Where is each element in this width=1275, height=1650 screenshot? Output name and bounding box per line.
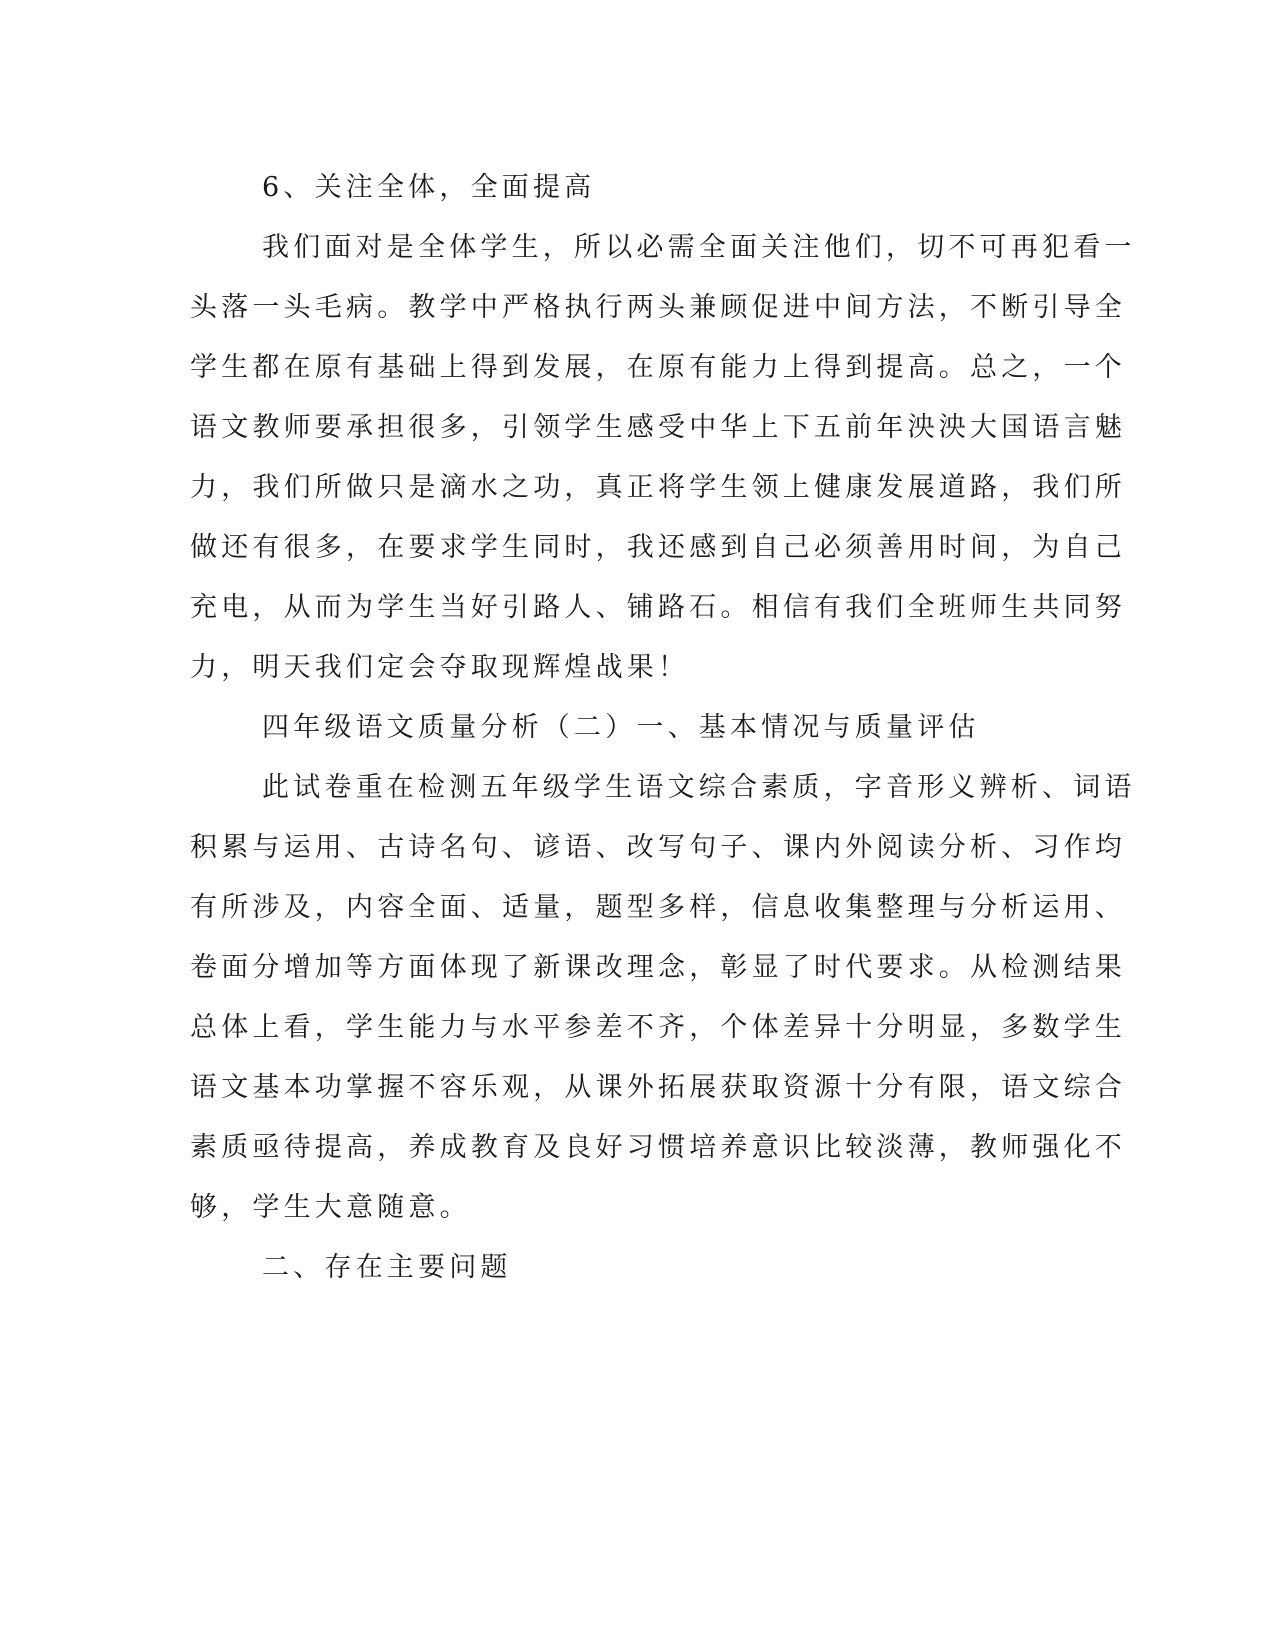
paragraph-line: 卷面分增加等方面体现了新课改理念，彰显了时代要求。从检测结果 [190, 952, 1126, 983]
paragraph-line: 总体上看，学生能力与水平参差不齐，个体差异十分明显，多数学生 [190, 1012, 1126, 1043]
section-heading: 6、关注全体，全面提高 [262, 172, 596, 203]
paragraph-line: 语文教师要承担很多，引领学生感受中华上下五前年泱泱大国语言魅 [190, 412, 1126, 443]
section-subheading: 二、存在主要问题 [262, 1252, 512, 1283]
paragraph-line: 力，明天我们定会夺取现辉煌战果！ [190, 652, 690, 683]
paragraph-line: 积累与运用、古诗名句、谚语、改写句子、课内外阅读分析、习作均 [190, 832, 1126, 863]
paragraph-line: 做还有很多，在要求学生同时，我还感到自己必须善用时间，为自己 [190, 532, 1126, 563]
paragraph-line: 充电，从而为学生当好引路人、铺路石。相信有我们全班师生共同努 [190, 592, 1126, 623]
paragraph-line: 够，学生大意随意。 [190, 1192, 471, 1223]
paragraph-line: 力，我们所做只是滴水之功，真正将学生领上健康发展道路，我们所 [190, 472, 1126, 503]
paragraph-line: 有所涉及，内容全面、适量，题型多样，信息收集整理与分析运用、 [190, 892, 1126, 923]
paragraph-line: 我们面对是全体学生，所以必需全面关注他们，切不可再犯看一 [262, 232, 1136, 263]
paragraph-line: 语文基本功掌握不容乐观，从课外拓展获取资源十分有限，语文综合 [190, 1072, 1126, 1103]
paragraph-line: 学生都在原有基础上得到发展，在原有能力上得到提高。总之，一个 [190, 352, 1126, 383]
paragraph-line: 头落一头毛病。教学中严格执行两头兼顾促进中间方法，不断引导全 [190, 292, 1126, 323]
paragraph-line: 素质亟待提高，养成教育及良好习惯培养意识比较淡薄，教师强化不 [190, 1132, 1126, 1163]
section-heading: 四年级语文质量分析（二）一、基本情况与质量评估 [262, 712, 980, 743]
paragraph-line: 此试卷重在检测五年级学生语文综合素质，字音形义辨析、词语 [262, 772, 1136, 803]
